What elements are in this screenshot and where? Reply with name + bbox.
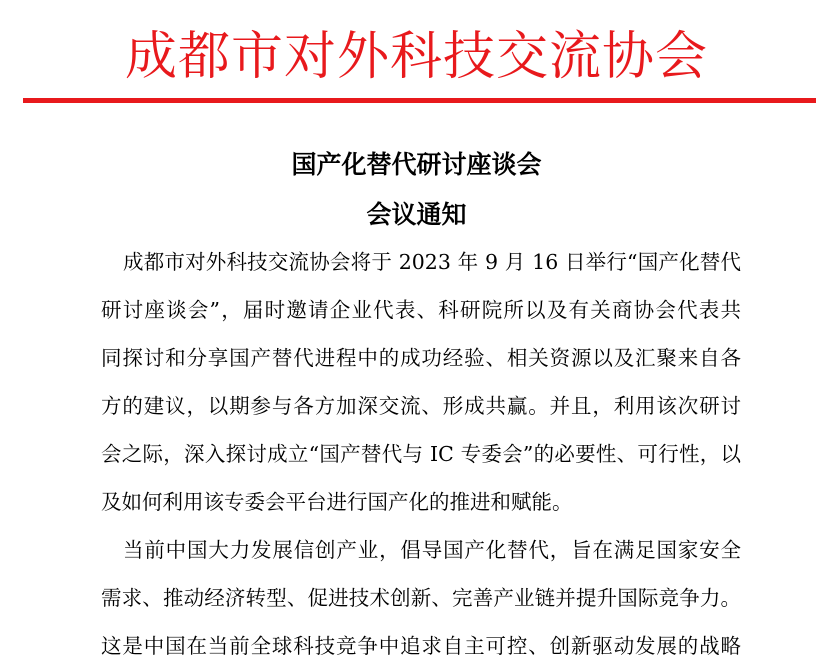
paragraph-line: 当前中国大力发展信创产业，倡导国产化替代，旨在满足国家安全: [123, 538, 741, 562]
paragraph-line: 会之际，深入探讨成立“国产替代与 IC 专委会”的必要性、可行性，以: [101, 442, 741, 466]
document-title-line-1: 国产化替代研讨座谈会: [291, 150, 542, 179]
paragraph-line: 及如何利用该专委会平台进行国产化的推进和赋能。: [101, 490, 573, 514]
paragraph-line: 研讨座谈会”，届时邀请企业代表、科研院所以及有关商协会代表共: [101, 298, 741, 322]
paragraph-line: 这是中国在当前全球科技竞争中追求自主可控、创新驱动发展的战略: [101, 634, 741, 658]
paragraph-line: 需求、推动经济转型、促进技术创新、完善产业链并提升国际竞争力。: [101, 586, 741, 610]
red-header-rule: [23, 98, 816, 103]
paragraph-line: 同探讨和分享国产替代进程中的成功经验、相关资源以及汇聚来自各: [101, 346, 741, 370]
organization-header: 成都市对外科技交流协会: [124, 27, 708, 87]
paragraph-line: 方的建议，以期参与各方加深交流、形成共赢。并且，利用该次研讨: [101, 394, 741, 418]
paragraph-line: 成都市对外科技交流协会将于 2023 年 9 月 16 日举行“国产化替代: [123, 250, 741, 274]
document-title-line-2: 会议通知: [366, 200, 467, 229]
